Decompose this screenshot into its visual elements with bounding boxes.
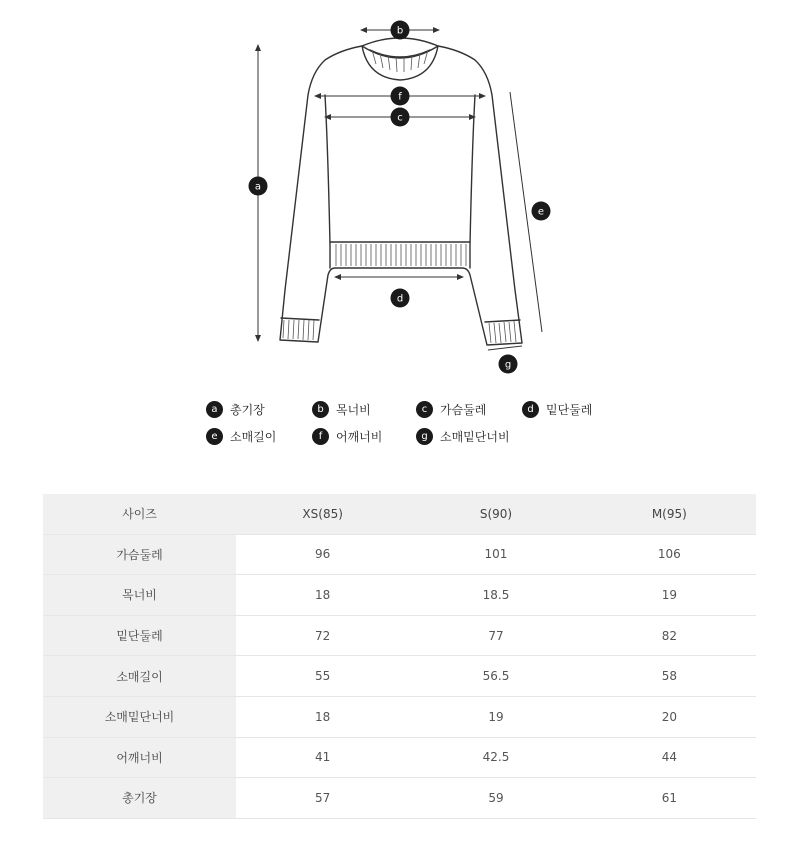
legend-marker: b bbox=[312, 401, 329, 418]
legend-item-e bbox=[206, 428, 276, 445]
legend-item-b bbox=[312, 401, 371, 418]
legend-label: 어깨너비 bbox=[336, 430, 383, 444]
marker-f-label: f bbox=[398, 91, 402, 103]
sweater-collar bbox=[362, 38, 438, 80]
sweater-measurement-diagram bbox=[0, 0, 800, 380]
table-cell: 57 bbox=[236, 778, 409, 819]
table-cell: 72 bbox=[236, 615, 409, 656]
table-row bbox=[43, 534, 756, 575]
marker-g-label: g bbox=[504, 359, 512, 371]
table-cell: 44 bbox=[583, 737, 756, 778]
row-label: 밑단둘레 bbox=[43, 615, 236, 656]
table-cell: 18.5 bbox=[409, 575, 582, 616]
table-cell: 19 bbox=[409, 696, 582, 737]
table-cell: 58 bbox=[583, 656, 756, 697]
table-cell: 56.5 bbox=[409, 656, 582, 697]
legend-item-d bbox=[522, 401, 592, 418]
legend-item-a bbox=[206, 401, 265, 418]
legend-label: 밑단둘레 bbox=[546, 403, 593, 417]
legend-marker: f bbox=[312, 428, 329, 445]
table-cell: 55 bbox=[236, 656, 409, 697]
legend-label: 총기장 bbox=[230, 403, 265, 417]
table-cell: 96 bbox=[236, 534, 409, 575]
table-row bbox=[43, 656, 756, 697]
legend-marker: g bbox=[416, 428, 433, 445]
table-header-row bbox=[43, 494, 756, 534]
legend-item-g bbox=[416, 428, 510, 445]
table-row bbox=[43, 575, 756, 616]
header-m: M(95) bbox=[583, 494, 756, 534]
table-cell: 19 bbox=[583, 575, 756, 616]
marker-b-label: b bbox=[396, 25, 404, 37]
legend-marker: c bbox=[416, 401, 433, 418]
table-cell: 18 bbox=[236, 575, 409, 616]
marker-a-label: a bbox=[254, 181, 262, 193]
row-label: 가슴둘레 bbox=[43, 534, 236, 575]
header-s: S(90) bbox=[409, 494, 582, 534]
legend-item-f bbox=[312, 428, 382, 445]
row-label: 소매밑단너비 bbox=[43, 696, 236, 737]
table-row bbox=[43, 696, 756, 737]
table-row bbox=[43, 778, 756, 819]
legend-label: 가슴둘레 bbox=[440, 403, 487, 417]
legend-label: 소매길이 bbox=[230, 430, 277, 444]
size-table bbox=[43, 494, 756, 819]
row-label: 소매길이 bbox=[43, 656, 236, 697]
table-cell: 61 bbox=[583, 778, 756, 819]
legend-label: 소매밑단너비 bbox=[440, 430, 510, 444]
marker-d-label: d bbox=[396, 293, 404, 305]
legend-marker: d bbox=[522, 401, 539, 418]
marker-e-label: e bbox=[537, 206, 545, 218]
table-row bbox=[43, 737, 756, 778]
table-cell: 59 bbox=[409, 778, 582, 819]
legend-marker: a bbox=[206, 401, 223, 418]
table-cell: 41 bbox=[236, 737, 409, 778]
legend-label: 목너비 bbox=[336, 403, 371, 417]
header-size: 사이즈 bbox=[43, 494, 236, 534]
table-cell: 82 bbox=[583, 615, 756, 656]
table-cell: 77 bbox=[409, 615, 582, 656]
table-row bbox=[43, 615, 756, 656]
legend-marker: e bbox=[206, 428, 223, 445]
row-label: 어깨너비 bbox=[43, 737, 236, 778]
table-cell: 20 bbox=[583, 696, 756, 737]
row-label: 목너비 bbox=[43, 575, 236, 616]
table-cell: 42.5 bbox=[409, 737, 582, 778]
marker-c-label: c bbox=[397, 112, 403, 124]
header-xs: XS(85) bbox=[236, 494, 409, 534]
table-cell: 106 bbox=[583, 534, 756, 575]
legend-item-c bbox=[416, 401, 486, 418]
row-label: 총기장 bbox=[43, 778, 236, 819]
table-cell: 18 bbox=[236, 696, 409, 737]
table-cell: 101 bbox=[409, 534, 582, 575]
